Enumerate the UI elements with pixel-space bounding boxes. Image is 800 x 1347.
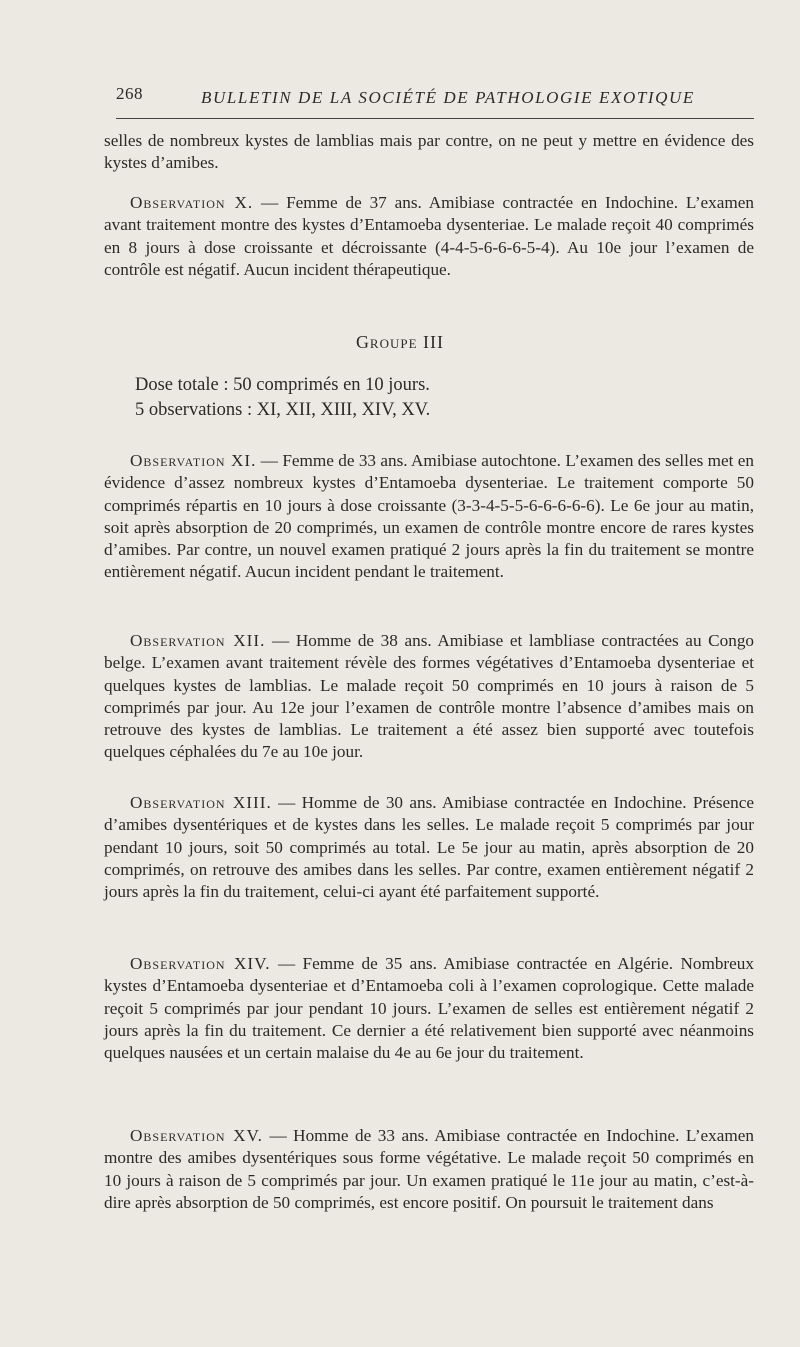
observation-xiv <box>104 953 754 1064</box>
observations-list-line: 5 observations : XI, XII, XIII, XIV, XV. <box>135 400 431 420</box>
running-header <box>116 84 752 114</box>
observation-label: Observation XI. <box>130 451 257 470</box>
observation-text: — Femme de 37 ans. Amibiase contractée en Indochine. L’examen avant traitement montre des kystes d’Entamoeba dysenteriae. Le malade reçoit 40 comprimés en 8 jours à dose croissante et décroissante (4-4-5-6-6-6-5-4). Au 10e jour l’examen de contrôle est négatif. Aucun incident thérapeutique. <box>104 193 754 279</box>
intro-paragraph <box>104 130 754 175</box>
observation-label: Observation XIII. <box>130 793 272 812</box>
observation-text: — Homme de 33 ans. Amibiase contractée en Indochine. L’examen montre des amibes dysentériques sous forme végétative. Le malade reçoit 50 comprimés en 10 jours à raison de 5 comprimés par jour. Un examen pratiqué le 11e jour au matin, c’est-à-dire après absorption de 50 comprimés, est encore positif. On poursuit le traitement dans <box>104 1126 754 1212</box>
dose-line: Dose totale : 50 comprimés en 10 jours. <box>135 375 430 395</box>
group-title: Groupe III <box>355 332 445 352</box>
journal-title: BULLETIN DE LA SOCIÉTÉ DE PATHOLOGIE EXOTIQUE <box>201 88 695 107</box>
observation-label: Observation X. <box>130 193 254 212</box>
observation-text: — Homme de 38 ans. Amibiase et lambliase contractées au Congo belge. L’examen avant traitement révèle des formes végétatives d’Entamoeba dysenteriae et quelques kystes de lamblias. Le malade reçoit 50 comprimés en 10 jours à raison de 5 comprimés par jour. Au 12e jour l’examen de contrôle montre l’absence d’amibes mais on retrouve des kystes de lamblias. Le traitement a été assez bien supporté avec toutefois quelques céphalées du 7e au 10e jour. <box>104 631 755 762</box>
observation-xi <box>104 450 754 584</box>
observation-xii <box>104 630 754 764</box>
observation-text: — Homme de 30 ans. Amibiase contractée en Indochine. Présence d’amibes dysentériques et de kystes dans les selles. Le malade reçoit 5 comprimés par jour pendant 10 jours, soit 50 comprimés au total. Le 5e jour au matin, après absorption de 20 comprimés, on retrouve des amibes dans les selles. Par contre, examen entièrement négatif 2 jours après la fin du traitement, celui-ci ayant été parfaitement supporté. <box>104 793 754 902</box>
observation-xiii <box>104 792 754 903</box>
observation-label: Observation XII. <box>130 631 266 650</box>
header-rule <box>116 118 754 119</box>
observation-text: — Femme de 35 ans. Amibiase contractée en Algérie. Nombreux kystes d’Entamoeba dysenteriae et d’Entamoeba coli à l’examen coprologique. Cette malade reçoit 5 comprimés par jour pendant 10 jours. L’examen de selles est entièrement négatif 2 jours après la fin du traitement. Ce dernier a été relativement bien supporté avec néanmoins quelques nausées et un certain malaise du 4e au 6e jour du traitement. <box>104 954 754 1063</box>
observation-xv <box>104 1125 754 1214</box>
page-number: 268 <box>116 84 143 103</box>
observation-label: Observation XV. <box>130 1126 263 1145</box>
intro-text: selles de nombreux kystes de lamblias mais par contre, on ne peut y mettre en évidence des kystes d’amibes. <box>104 131 754 173</box>
observation-text: — Femme de 33 ans. Amibiase autochtone. L’examen des selles met en évidence d’assez nombreux kystes d’Entamoeba dysenteriae. Le traitement comporte 50 comprimés répartis en 10 jours à dose croissante (3-3-4-5-5-6-6-6-6-6). Le 6e jour au matin, soit après absorption de 20 comprimés, un examen de contrôle montre encore de rares kystes d’amibes. Par contre, un nouvel examen pratiqué 2 jours après la fin du traitement se montre entièrement négatif. Aucun incident pendant le traitement. <box>104 451 754 582</box>
observation-label: Observation XIV. <box>130 954 271 973</box>
observation-x <box>104 192 754 281</box>
